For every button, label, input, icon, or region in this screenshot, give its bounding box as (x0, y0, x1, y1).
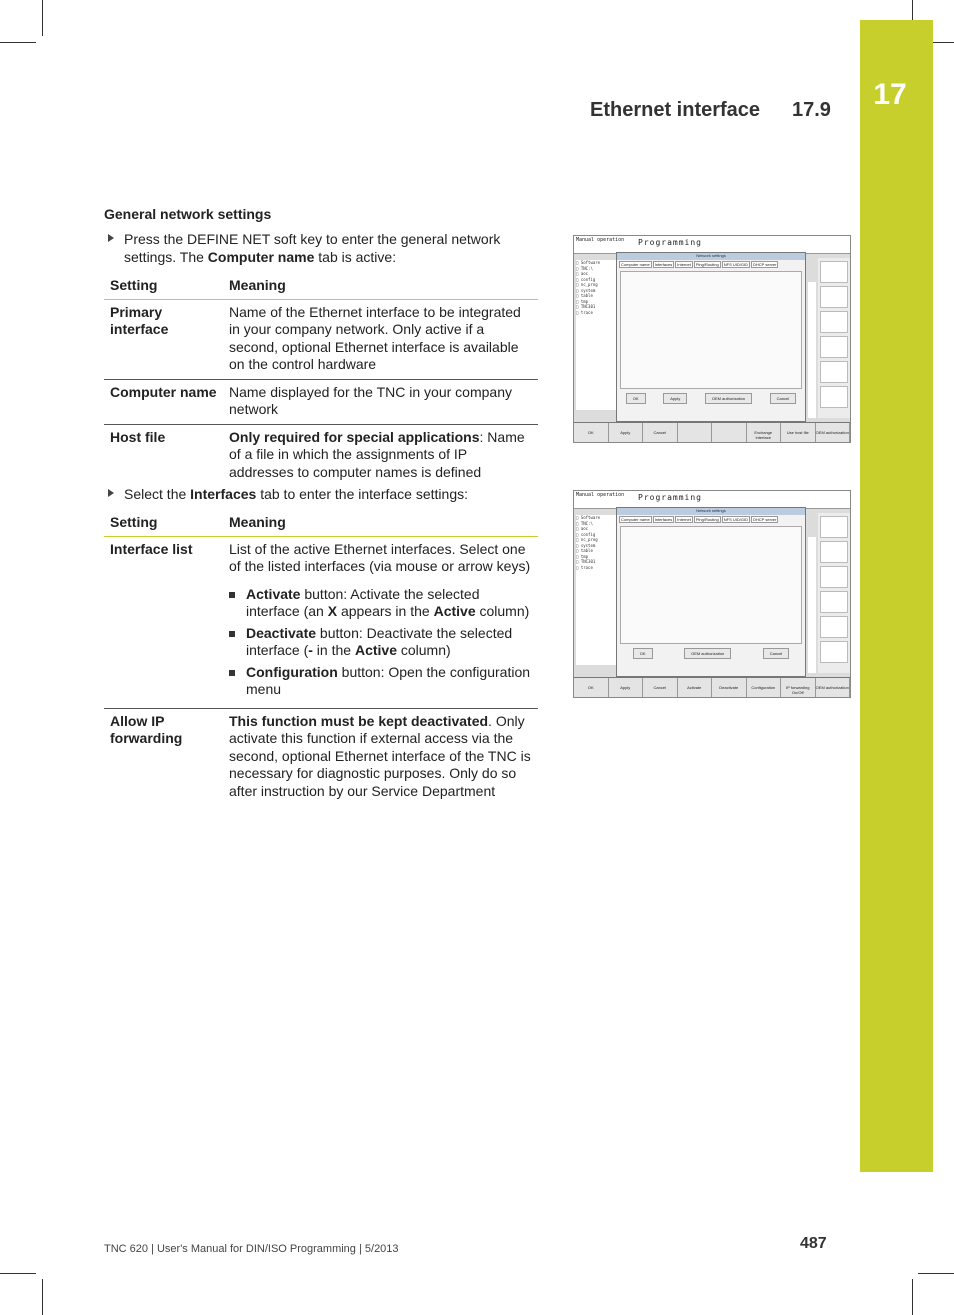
tab-dhcp[interactable]: DHCP server (752, 262, 777, 267)
tab-computer-name[interactable]: Computer name (621, 517, 650, 522)
tab-nfs[interactable]: NFS UID/GID (723, 517, 748, 522)
screenshot-computer-name-tab: Manual operation Programming □ Software □ TNC:\ □ aoc □ config □ nc_prog □ system □ table □ tmp □ TNC301 □ trace Network settings Computer name Interfaces Internet Ping/Routing NFS UID/GID DHCP server OK Apply OEM authorization Cancel OK Apply Cancel Exchange interface Use host file OEM authorization (573, 235, 851, 443)
header-section-number: 17.9 (792, 99, 831, 121)
step-interfaces-tab: Select the Interfaces tab to enter the interface settings: (104, 485, 544, 503)
list-item: Configuration button: Open the configuration menu (229, 664, 532, 699)
table-row: Primary interface Name of the Ethernet interface to be integrated in your company network. Only active if a second, optional Ethernet interface is available on the control hardware (104, 299, 538, 379)
cancel-button[interactable]: Cancel (763, 648, 789, 659)
softkey[interactable]: Apply (609, 678, 644, 697)
file-tree: □ Software □ TNC:\ □ aoc □ config □ nc_prog □ system □ table □ tmp □ TNC301 □ trace (576, 515, 618, 665)
crop-mark (42, 1279, 43, 1315)
column-header-meaning: Meaning (223, 510, 538, 536)
footer-text: TNC 620 | User's Manual for DIN/ISO Programming | 5/2013 (104, 1243, 399, 1255)
network-settings-dialog: Network settings Computer name Interfaces Internet Ping/Routing NFS UID/GID DHCP server OK Apply OEM authorization Cancel (616, 252, 806, 422)
header-title: Ethernet interface (590, 99, 761, 121)
softkey[interactable]: Exchange interface (747, 423, 782, 442)
tab-ping-routing[interactable]: Ping/Routing (695, 262, 719, 267)
apply-button[interactable]: Apply (663, 393, 687, 404)
column-header-setting: Setting (104, 273, 223, 299)
crop-mark (918, 1273, 954, 1274)
cancel-button[interactable]: Cancel (770, 393, 796, 404)
softkey[interactable]: Configuration (747, 678, 782, 697)
tab-interfaces[interactable]: Interfaces (654, 517, 673, 522)
chapter-number: 17 (873, 78, 907, 111)
softkey[interactable]: OEM authorization (816, 678, 851, 697)
tab-computer-name[interactable]: Computer name (621, 262, 650, 267)
crop-mark (0, 42, 36, 43)
arrow-bullet-icon (108, 489, 114, 497)
oem-button[interactable]: OEM authorization (684, 648, 731, 659)
softkey[interactable]: Activate (678, 678, 713, 697)
settings-table-general (104, 273, 538, 486)
list-item: Deactivate button: Deactivate the selected interface (- in the Active column) (229, 625, 532, 660)
tab-nfs[interactable]: NFS UID/GID (723, 262, 748, 267)
crop-mark (42, 0, 43, 36)
tab-interfaces[interactable]: Interfaces (654, 262, 673, 267)
column-header-meaning: Meaning (223, 273, 538, 299)
column-header-setting: Setting (104, 510, 223, 536)
table-row: Interface list List of the active Ethernet interfaces. Select one of the listed interfaces (via mouse or arrow keys) Activate button: Activate the selected interface (an X appears in the Active column) Deactivate button: Deactivate the selected interface (- in the Active column) Configuration button: Open the configuration menu (104, 536, 538, 708)
softkey[interactable]: Use host file (781, 423, 816, 442)
softkey[interactable] (712, 423, 747, 442)
tab-internet[interactable]: Internet (677, 262, 691, 267)
softkey-bar (574, 422, 850, 442)
section-heading: General network settings (104, 206, 272, 222)
page-number: 487 (800, 1235, 827, 1252)
softkey[interactable]: OK (574, 678, 609, 697)
file-tree: □ Software □ TNC:\ □ aoc □ config □ nc_prog □ system □ table □ tmp □ TNC301 □ trace (576, 260, 618, 410)
table-row: Computer name Name displayed for the TNC in your company network (104, 379, 538, 424)
softkey[interactable]: Apply (609, 423, 644, 442)
softkey[interactable]: OEM authorization (816, 423, 851, 442)
softkey[interactable]: OK (574, 423, 609, 442)
ok-button[interactable]: OK (633, 648, 653, 659)
crop-mark (912, 1279, 913, 1315)
table-row: Host file Only required for special applications: Name of a file in which the assignments of IP addresses to computer names is defined (110, 428, 525, 480)
settings-table-interfaces (104, 510, 538, 805)
softkey[interactable]: IP forwarding On/Off (781, 678, 816, 697)
softkey-bar (574, 677, 850, 697)
chapter-tab (860, 20, 933, 1172)
tab-ping-routing[interactable]: Ping/Routing (695, 517, 719, 522)
softkey[interactable]: Cancel (643, 423, 678, 442)
tab-dhcp[interactable]: DHCP server (752, 517, 777, 522)
crop-mark (0, 1273, 36, 1274)
arrow-bullet-icon (108, 234, 114, 242)
button-list (229, 586, 532, 699)
softkey[interactable]: Cancel (643, 678, 678, 697)
screenshot-interfaces-tab: Manual operation Programming □ Software □ TNC:\ □ aoc □ config □ nc_prog □ system □ table □ tmp □ TNC301 □ trace Network settings Computer name Interfaces Internet Ping/Routing NFS UID/GID DHCP server OK OEM authorization Cancel OK Apply Cancel Activate Deactivate Configuration IP forwarding On/Off OEM authorization (573, 490, 851, 698)
tab-internet[interactable]: Internet (677, 517, 691, 522)
step-define-net: Press the DEFINE NET soft key to enter the general network settings. The Computer name tab is active: (104, 230, 544, 266)
table-row: Allow IP forwarding This function must be kept deactivated. Only activate this function if external access via the second, optional Ethernet interface of the TNC is necessary for diagnostic purposes. Only do so after instruction by our Service Department (110, 712, 531, 799)
list-item: Activate button: Activate the selected interface (an X appears in the Active column) (229, 586, 532, 621)
network-settings-dialog: Network settings Computer name Interfaces Internet Ping/Routing NFS UID/GID DHCP server OK OEM authorization Cancel (616, 507, 806, 677)
softkey[interactable] (678, 423, 713, 442)
ok-button[interactable]: OK (626, 393, 646, 404)
softkey[interactable]: Deactivate (712, 678, 747, 697)
oem-button[interactable]: OEM authorization (705, 393, 752, 404)
